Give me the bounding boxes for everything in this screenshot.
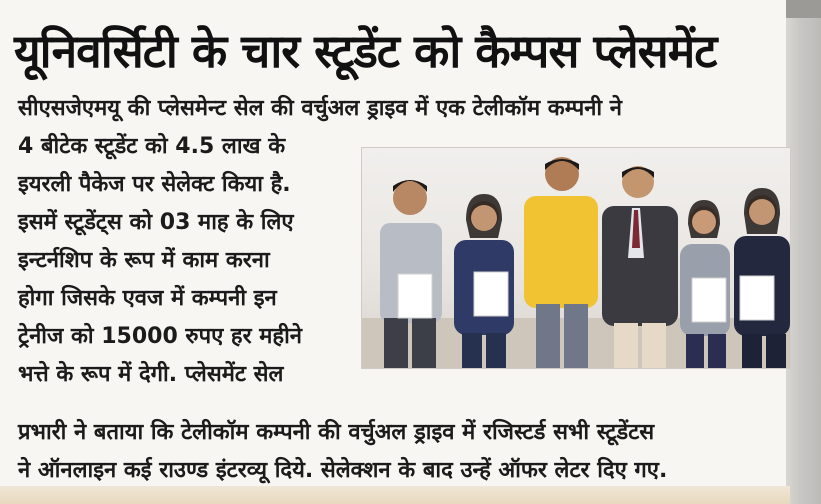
article-line: ट्रेनीज को 15000 रुपए हर महीने (18, 324, 302, 349)
person-6 (734, 188, 790, 368)
article-line: होगा जिसके एवज में कम्पनी इन (18, 286, 277, 311)
article-line: प्रभारी ने बताया कि टेलीकॉम कम्पनी की वर्चुअल ड्राइव में रजिस्टर्ड सभी स्टूडेंटस (18, 420, 655, 445)
article-headline: यूनिवर्सिटी के चार स्टूडेंट को कैम्पस प्लेसमेंट (14, 24, 717, 78)
students-photo-illustration (362, 148, 790, 368)
bottom-strip (0, 486, 790, 504)
article-line: सीएसजेएमयू की प्लेसमेन्ट सेल की वर्चुअल ड्राइव में एक टेलीकॉम कम्पनी ने (18, 96, 622, 121)
article-line: इन्टर्नशिप के रूप में काम करना (18, 248, 270, 273)
article-line: ने ऑनलाइन कई राउण्ड इंटरव्यू दिये. सेलेक्शन के बाद उन्हें ऑफर लेटर दिए गए. (18, 458, 668, 483)
article-line: इसमें स्टूडेंट्स को 03 माह के लिए (18, 210, 294, 235)
article-line: 4 बीटेक स्टूडेंट को 4.5 लाख के (18, 134, 286, 159)
article-line: भत्ते के रूप में देगी. प्लेसमेंट सेल (18, 362, 284, 387)
article-line: इयरली पैकेज पर सेलेक्ट किया है. (18, 172, 291, 197)
group-photo (361, 147, 791, 369)
page-edge-corner (786, 0, 821, 18)
